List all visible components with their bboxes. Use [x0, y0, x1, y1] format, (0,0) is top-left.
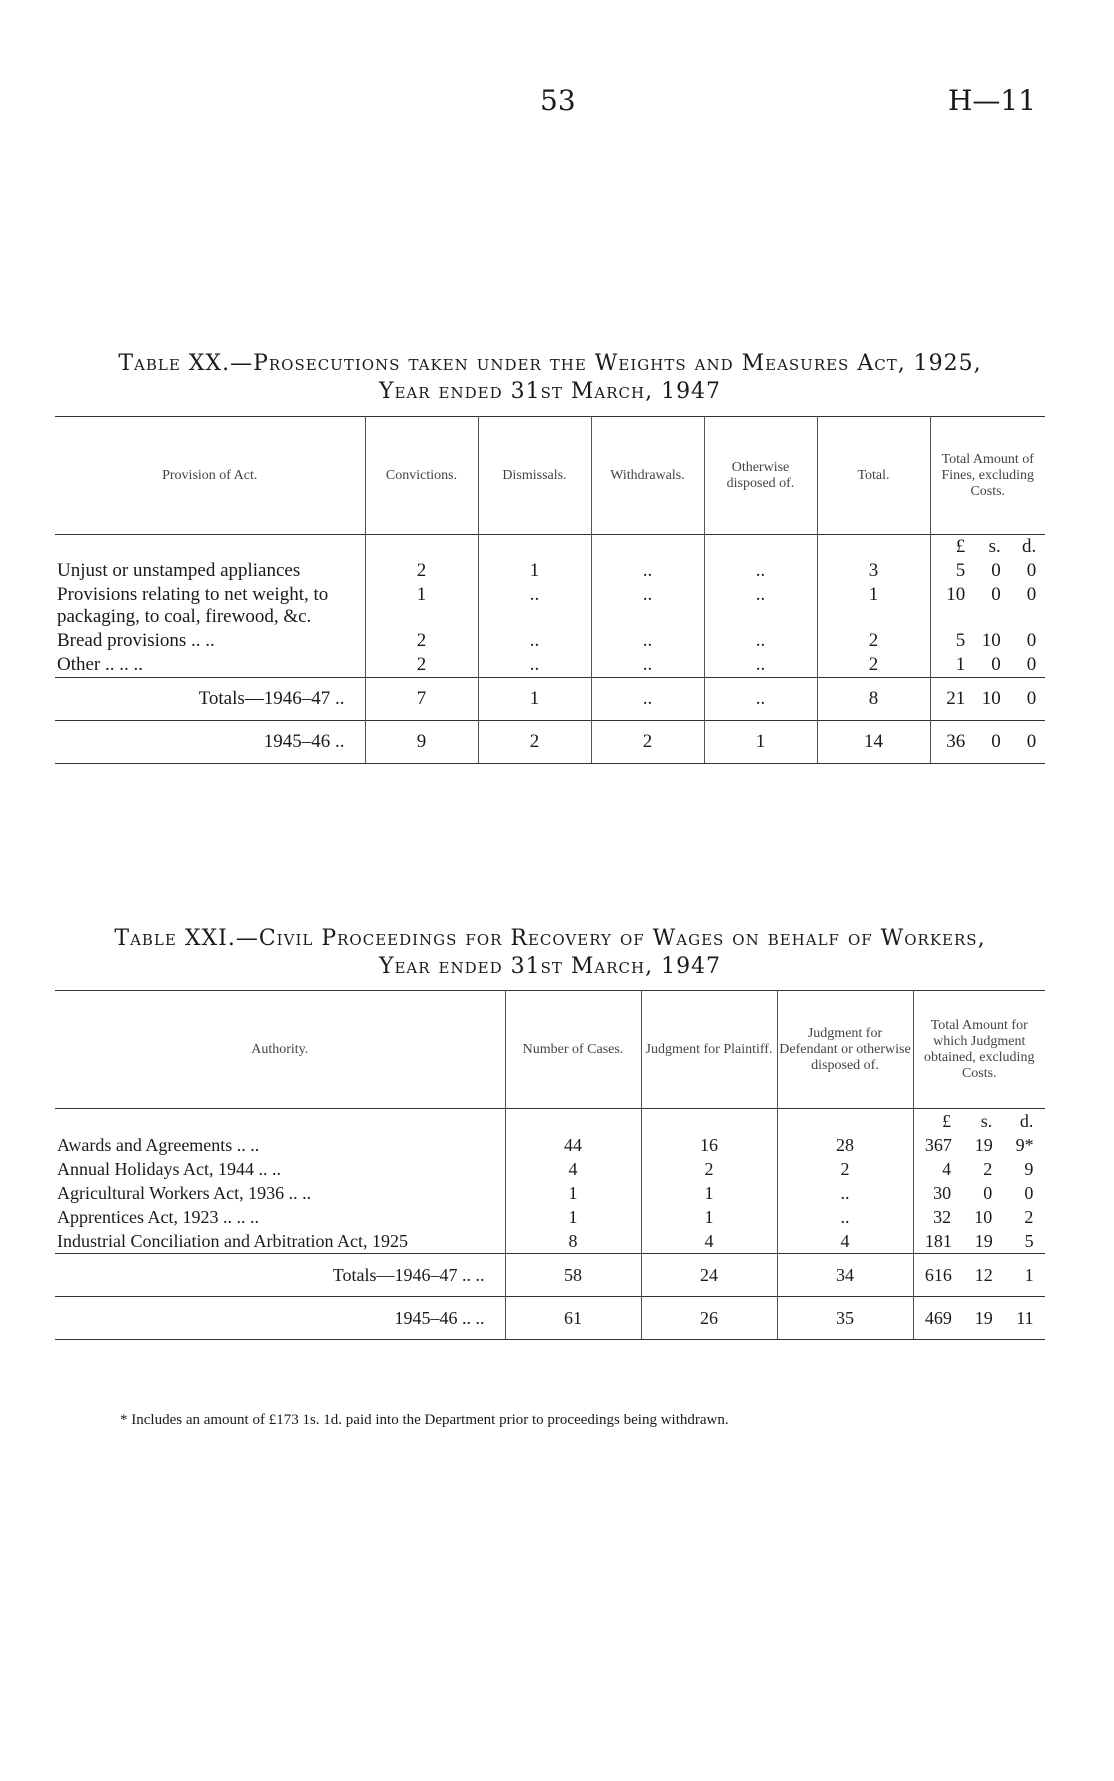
table-cell: .. — [777, 1181, 913, 1205]
t20-currency-header — [935, 536, 1042, 558]
amount-shillings: 19 — [974, 1231, 993, 1251]
amount-shillings: 19 — [974, 1135, 993, 1155]
amount-shillings: 10 — [981, 688, 1001, 709]
totals-row — [55, 1297, 1045, 1340]
amount-cell — [913, 1205, 1045, 1229]
table20-title: Table XX.—Prosecutions taken under the Weights and Measures Act, 1925, — [118, 351, 982, 376]
amount-pence: 0 — [1024, 1183, 1034, 1203]
amount-cell — [913, 1133, 1045, 1157]
table-row — [55, 583, 1045, 629]
row-label: Agricultural Workers Act, 1936 .. .. — [57, 1183, 312, 1203]
amount-pence: 9* — [1015, 1135, 1034, 1155]
table-cell: .. — [704, 653, 817, 678]
footnote: * Includes an amount of £173 1s. 1d. paid into the Department prior to proceedings being withdrawn. — [120, 1412, 729, 1428]
amount-cell — [930, 678, 1045, 721]
totals-row — [55, 1254, 1045, 1297]
t21-col-defendant: Judgment for Defendant or otherwise disposed of. — [777, 991, 913, 1109]
t21-col-authority: Authority. — [251, 1041, 309, 1057]
row-label: Annual Holidays Act, 1944 .. .. — [57, 1159, 281, 1179]
row-label: Other .. .. .. — [57, 654, 144, 675]
amount-shillings: 12 — [974, 1265, 993, 1285]
table-cell: 24 — [641, 1254, 777, 1297]
amount-shillings: 0 — [991, 584, 1001, 605]
table-cell: 1 — [641, 1181, 777, 1205]
pence-label: d. — [1022, 536, 1037, 557]
table-cell: 2 — [777, 1157, 913, 1181]
amount-cell — [930, 559, 1045, 583]
table-cell: 1 — [505, 1181, 641, 1205]
amount-shillings: 0 — [991, 560, 1001, 581]
t21-col-plaintiff: Judgment for Plaintiff. — [641, 991, 777, 1109]
totals-row — [55, 721, 1045, 764]
row-label: Awards and Agreements .. .. — [57, 1135, 260, 1155]
row-label: Bread provisions .. .. — [57, 630, 215, 651]
amount-shillings: 0 — [991, 731, 1001, 752]
table-cell: 35 — [777, 1297, 913, 1340]
amount-pence: 5 — [1024, 1231, 1034, 1251]
t20-col-fines: Total Amount of Fines, excluding Costs. — [930, 417, 1045, 535]
table-cell: .. — [478, 583, 591, 629]
table-cell: 2 — [365, 653, 478, 678]
table-cell: .. — [591, 629, 704, 653]
section-code: H—11 — [948, 84, 1037, 117]
table-cell: 1 — [478, 678, 591, 721]
amount-cell — [913, 1297, 1045, 1340]
amount-shillings: 19 — [974, 1308, 993, 1328]
t20-col-convictions: Convictions. — [365, 417, 478, 535]
table-cell: .. — [591, 559, 704, 583]
amount-cell — [930, 629, 1045, 653]
table21-subtitle: Year ended 31st March, 1947 — [378, 954, 722, 979]
amount-shillings: 0 — [983, 1183, 993, 1203]
table-row — [55, 653, 1045, 678]
amount-cell — [930, 721, 1045, 764]
t20-body — [55, 535, 1045, 678]
amount-pounds: 367 — [924, 1135, 952, 1155]
row-label: Totals—1946–47 .. — [55, 678, 365, 721]
shilling-label: s. — [988, 536, 1001, 557]
table-cell: 14 — [817, 721, 930, 764]
table-row — [55, 1229, 1045, 1254]
amount-pounds: 30 — [933, 1183, 952, 1203]
amount-pence: 9 — [1024, 1159, 1034, 1179]
table-cell: 16 — [641, 1133, 777, 1157]
amount-shillings: 10 — [981, 630, 1001, 651]
table-cell: .. — [777, 1205, 913, 1229]
amount-pounds: 10 — [946, 584, 966, 605]
amount-pence: 0 — [1026, 654, 1037, 675]
amount-pounds: 21 — [946, 688, 966, 709]
t21-col-amount: Total Amount for which Judgment obtained, excluding Costs. — [913, 991, 1045, 1109]
totals-row — [55, 678, 1045, 721]
amount-pounds: 469 — [924, 1308, 952, 1328]
amount-cell — [913, 1229, 1045, 1254]
t21-col-cases: Number of Cases. — [505, 991, 641, 1109]
amount-cell — [930, 583, 1045, 629]
table-cell: 2 — [817, 629, 930, 653]
table-cell: 1 — [478, 559, 591, 583]
amount-shillings: 10 — [974, 1207, 993, 1227]
table-cell: .. — [478, 653, 591, 678]
table-cell: 2 — [478, 721, 591, 764]
table-cell: .. — [591, 678, 704, 721]
row-label: 1945–46 .. — [55, 721, 365, 764]
table-cell: 2 — [641, 1157, 777, 1181]
amount-pounds: 5 — [955, 560, 966, 581]
amount-shillings: 0 — [991, 654, 1001, 675]
amount-pence: 0 — [1026, 584, 1037, 605]
table-cell: 1 — [641, 1205, 777, 1229]
pound-label: £ — [955, 536, 966, 557]
table-cell: .. — [704, 583, 817, 629]
table-cell: 1 — [505, 1205, 641, 1229]
table-cell: 2 — [365, 559, 478, 583]
table-cell: 7 — [365, 678, 478, 721]
table20-subtitle: Year ended 31st March, 1947 — [378, 379, 722, 404]
t20-totals — [55, 678, 1045, 764]
table-cell: 8 — [817, 678, 930, 721]
amount-pence: 0 — [1026, 560, 1037, 581]
amount-pence: 2 — [1024, 1207, 1034, 1227]
table-cell: 2 — [817, 653, 930, 678]
table-cell: 34 — [777, 1254, 913, 1297]
row-label: 1945–46 .. .. — [55, 1297, 505, 1340]
table-cell: 4 — [641, 1229, 777, 1254]
t21-body — [55, 1109, 1045, 1254]
table-cell: .. — [704, 559, 817, 583]
amount-shillings: 2 — [983, 1159, 993, 1179]
t21-totals — [55, 1254, 1045, 1340]
table-cell: 9 — [365, 721, 478, 764]
row-label: Unjust or unstamped appliances — [57, 560, 301, 581]
table-row — [55, 629, 1045, 653]
table-cell: 2 — [591, 721, 704, 764]
t20-col-total: Total. — [817, 417, 930, 535]
table-cell: .. — [591, 653, 704, 678]
t20-col-otherwise: Otherwise disposed of. — [704, 417, 817, 535]
table-cell: .. — [478, 629, 591, 653]
amount-pence: 11 — [1016, 1308, 1034, 1328]
table-cell: 4 — [777, 1229, 913, 1254]
amount-cell — [930, 653, 1045, 678]
t21-currency-header — [918, 1110, 1042, 1132]
pence-label: d. — [1019, 1111, 1034, 1131]
table-cell: .. — [591, 583, 704, 629]
t20-col-withdrawals: Withdrawals. — [591, 417, 704, 535]
amount-pounds: 616 — [924, 1265, 952, 1285]
amount-pounds: 36 — [946, 731, 966, 752]
table-cell: 58 — [505, 1254, 641, 1297]
t20-col-provision: Provision of Act. — [162, 467, 258, 483]
amount-pence: 0 — [1026, 630, 1037, 651]
amount-pence: 0 — [1026, 688, 1037, 709]
amount-pence: 0 — [1026, 731, 1037, 752]
amount-cell — [913, 1181, 1045, 1205]
amount-pounds: 181 — [924, 1231, 952, 1251]
amount-cell — [913, 1254, 1045, 1297]
table-cell: 61 — [505, 1297, 641, 1340]
amount-pounds: 1 — [955, 654, 966, 675]
table-cell: 44 — [505, 1133, 641, 1157]
table21 — [55, 990, 1045, 1340]
table-cell: .. — [704, 629, 817, 653]
table-cell: .. — [704, 678, 817, 721]
table-cell: 4 — [505, 1157, 641, 1181]
amount-pounds: 4 — [942, 1159, 952, 1179]
table20 — [55, 416, 1045, 764]
table-row — [55, 1205, 1045, 1229]
amount-cell — [913, 1157, 1045, 1181]
table-cell: 26 — [641, 1297, 777, 1340]
amount-pounds: 32 — [933, 1207, 952, 1227]
table-cell: 1 — [817, 583, 930, 629]
table21-title: Table XXI.—Civil Proceedings for Recovery of Wages on behalf of Workers, — [114, 926, 986, 951]
row-label: Totals—1946–47 .. .. — [55, 1254, 505, 1297]
pound-label: £ — [942, 1111, 952, 1131]
row-label: Apprentices Act, 1923 .. .. .. — [57, 1207, 259, 1227]
table-cell: 3 — [817, 559, 930, 583]
table-cell: 1 — [704, 721, 817, 764]
row-label: Provisions relating to net weight, to packaging, to coal, firewood, &c. — [57, 584, 329, 627]
table-cell: 28 — [777, 1133, 913, 1157]
amount-pence: 1 — [1024, 1265, 1034, 1285]
table-row — [55, 1181, 1045, 1205]
t20-col-dismissals: Dismissals. — [478, 417, 591, 535]
table-cell: 1 — [365, 583, 478, 629]
table-cell: 8 — [505, 1229, 641, 1254]
page-number: 53 — [540, 84, 576, 117]
row-label: Industrial Conciliation and Arbitration Act, 1925 — [57, 1231, 408, 1251]
amount-pounds: 5 — [955, 630, 966, 651]
table-row — [55, 559, 1045, 583]
table-cell: 2 — [365, 629, 478, 653]
table-row — [55, 1157, 1045, 1181]
shilling-label: s. — [980, 1111, 993, 1131]
table-row — [55, 1133, 1045, 1157]
